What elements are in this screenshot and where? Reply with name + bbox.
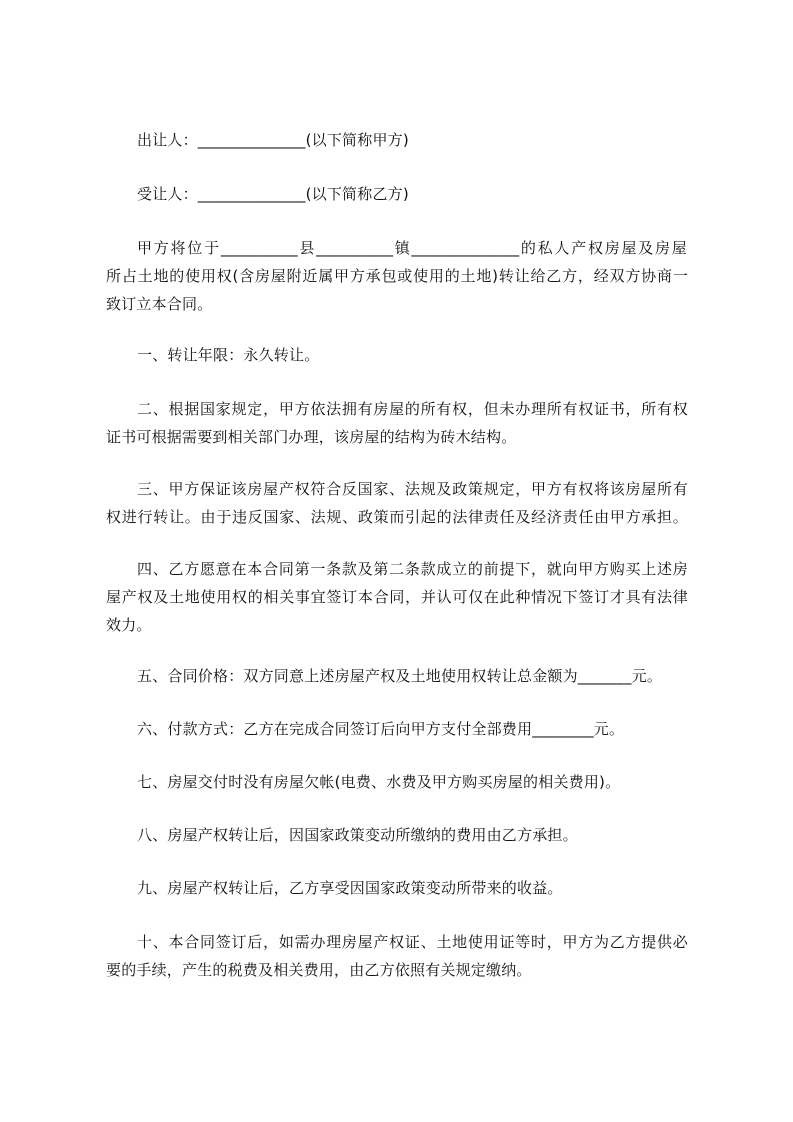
clause-5: 五、合同价格：双方同意上述房屋产权及土地使用权转让总金额为_______元。: [137, 667, 663, 685]
clause-7: 七、房屋交付时没有房屋欠帐(电费、水费及甲方购买房屋的相关费用)。: [137, 773, 621, 791]
preamble-line: 甲方将位于__________县__________镇______________的私人产权房屋及房屋: [137, 239, 687, 257]
preamble-line: 致订立本合同。: [106, 295, 213, 313]
clause-6: 六、付款方式：乙方在完成合同签订后向甲方支付全部费用________元。: [137, 720, 625, 738]
clause-line: 证书可根据需要到相关部门办理，该房屋的结构为砖木结构。: [106, 428, 517, 446]
clause-line: 三、甲方保证该房屋产权符合反国家、法规及政策规定，甲方有权将该房屋所有: [137, 480, 688, 498]
clause-line: 效力。: [106, 616, 152, 634]
clause-9: 九、房屋产权转让后，乙方享受因国家政策变动所带来的收益。: [137, 879, 563, 897]
lessor-line: 出让人：______________(以下简称甲方): [137, 131, 409, 149]
clause-1: 一、转让年限：永久转让。: [137, 346, 320, 364]
clause-8: 八、房屋产权转让后，因国家政策变动所缴纳的费用由乙方承担。: [137, 826, 578, 844]
preamble-line: 所占土地的使用权(含房屋附近属甲方承包或使用的土地)转让给乙方，经双方协商一: [106, 267, 688, 285]
clause-line: 十、本合同签订后，如需办理房屋产权证、土地使用证等时，甲方为乙方提供必: [137, 933, 688, 951]
clause-line: 二、根据国家规定，甲方依法拥有房屋的所有权，但未办理所有权证书，所有权: [137, 400, 688, 418]
clause-line: 四、乙方愿意在本合同第一条款及第二条款成立的前提下，就向甲方购买上述房: [137, 560, 688, 578]
clause-line: 屋产权及土地使用权的相关事宜签订本合同，并认可仅在此种情况下签订才具有法律: [106, 588, 688, 606]
clause-line: 权进行转让。由于违反国家、法规、政策而引起的法律责任及经济责任由甲方承担。: [106, 508, 688, 526]
clause-line: 要的手续，产生的税费及相关费用，由乙方依照有关规定缴纳。: [106, 961, 532, 979]
lessee-line: 受让人：______________(以下简称乙方): [137, 185, 409, 203]
